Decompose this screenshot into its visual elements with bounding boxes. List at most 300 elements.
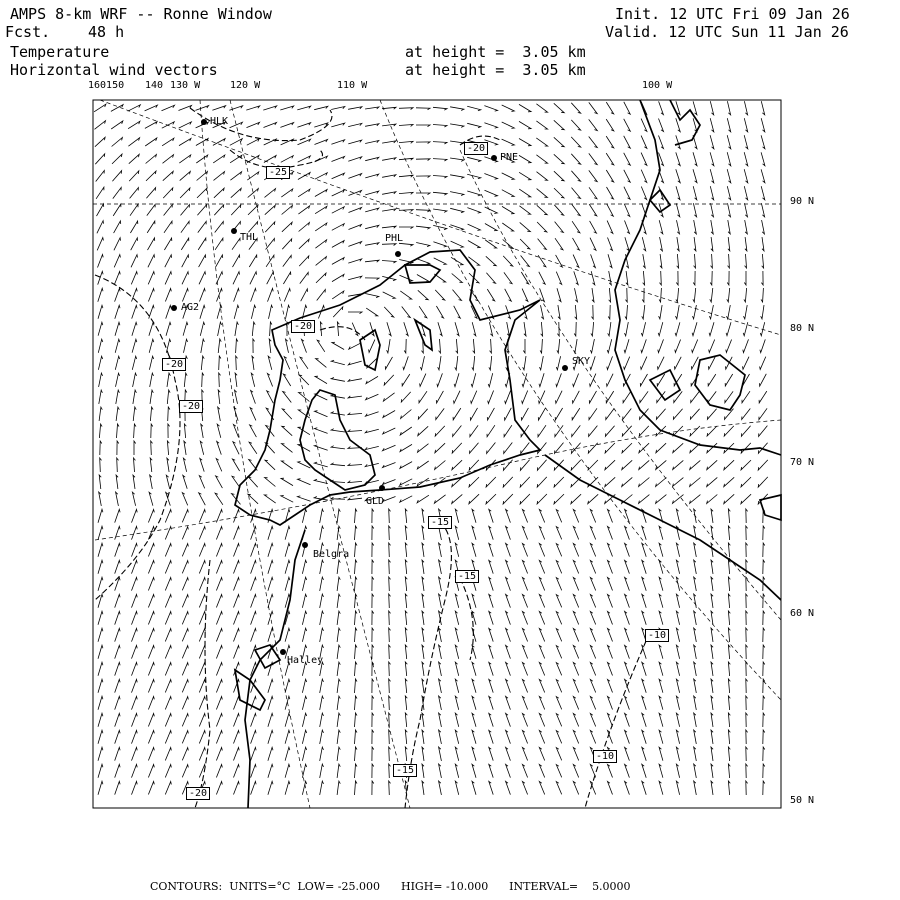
wind-vector [182,510,188,523]
wind-vector [472,764,476,777]
wind-vector [235,373,237,387]
wind-vector [233,425,238,438]
wind-vector [605,426,614,437]
wind-vector [302,543,306,557]
wind-vector [710,271,712,285]
wind-vector [337,577,340,591]
wind-vector [252,356,254,370]
wind-vector [115,662,120,675]
wind-vector [676,305,680,319]
wind-vector [302,696,306,710]
wind-vector [608,322,611,336]
wind-vector [502,190,514,197]
wind-vector [365,225,379,228]
wind-vector [676,645,679,659]
wind-vector [727,169,731,183]
station-belgra-label: Belgra [313,549,350,560]
wind-vector [676,764,679,778]
wind-vector [251,543,257,556]
wind-vector [761,118,765,132]
wind-vector [711,628,713,642]
wind-vector [470,425,478,436]
wind-vector [355,696,358,710]
wind-vector [284,289,290,302]
wind-vector [676,560,679,574]
wind-vector [690,409,699,419]
wind-vector [506,611,511,624]
wind-vector [485,207,498,214]
wind-vector [150,458,152,472]
wind-vector [302,764,306,778]
wind-vector [589,137,598,148]
wind-vector [450,192,464,196]
wind-vector [115,679,120,692]
wind-vector [320,764,324,778]
wind-vector [115,747,120,760]
wind-vector [216,476,223,488]
wind-vector [405,628,407,642]
wind-vector [372,781,374,795]
wind-vector [694,730,697,744]
wind-vector [590,238,596,251]
wind-vector [573,578,578,591]
wind-vector [574,322,576,336]
wind-vector [590,612,595,625]
wind-vector [439,747,442,761]
wind-vector [439,645,442,659]
wind-vector [382,209,396,211]
wind-vector [746,526,748,540]
wind-vector [383,292,396,299]
wind-vector [453,290,462,301]
wind-vector [660,237,663,251]
wind-vector [744,305,748,319]
station-sky-label: SKY [572,356,591,367]
wind-vector [422,747,424,761]
height-temperature: at height = 3.05 km [405,43,586,61]
wind-vector [283,272,290,284]
wind-vector [455,509,458,523]
wind-vector [299,223,310,232]
wind-vector [728,254,730,268]
wind-vector [489,781,493,794]
wind-vector [148,680,154,693]
wind-vector [744,271,746,285]
wind-vector [486,256,496,265]
wind-vector [235,322,239,336]
wind-vector [659,101,664,114]
wind-vector [556,782,561,795]
wind-vector [389,577,391,591]
wind-vector [711,543,713,557]
wind-vector [439,560,442,574]
wind-vector [625,781,630,794]
wind-vector [691,357,698,369]
wind-vector [694,713,697,727]
wind-vector [489,679,493,692]
wind-vector [502,206,514,213]
wind-vector [145,138,157,146]
wind-vector [201,356,204,370]
wind-vector [677,220,680,234]
wind-vector [165,646,171,659]
wind-vector [268,747,273,760]
wind-vector [677,237,679,251]
contour-info-footer: CONTOURS: UNITS=°C LOW= -25.000 HIGH= -10.000 INTERVAL= 5.0000 [150,880,631,893]
wind-vector [484,123,497,128]
wind-vector [182,544,188,557]
wind-vector [676,730,679,744]
station-phl-label: PHL [385,233,404,244]
wind-vector [489,696,493,709]
wind-vector [285,730,290,743]
wind-vector [348,242,361,247]
wind-vector [337,628,340,642]
wind-vector [571,120,580,130]
wind-vector [128,105,141,111]
wind-vector [372,747,374,761]
wind-vector [372,628,374,642]
wind-vector [98,730,103,743]
wind-vector [132,764,138,777]
wind-vector [264,123,277,128]
wind-vector [590,356,595,369]
wind-vector [383,445,396,450]
wind-vector [556,356,560,370]
wind-vector [556,527,561,540]
wind-vector [589,119,598,130]
wind-vector [148,612,154,625]
wind-vector [269,305,273,319]
wind-vector [98,255,104,268]
wind-vector [302,594,306,608]
wind-vector [489,662,493,675]
wind-vector [165,510,171,523]
wind-vector [168,424,170,438]
wind-vector [556,765,561,778]
wind-vector [217,289,223,302]
wind-vector [539,714,544,727]
wind-vector [166,492,171,505]
wind-vector [690,478,701,487]
wind-vector [608,714,613,727]
wind-vector [659,594,663,607]
wind-vector [519,172,531,180]
wind-vector [348,123,362,126]
wind-vector [299,256,309,266]
wind-vector [725,391,733,402]
wind-vector [302,509,306,523]
wind-vector [556,748,561,761]
wind-vector [332,224,344,231]
wind-vector [554,171,564,181]
wind-vector [216,663,222,676]
wind-vector [405,543,407,557]
wind-vector [233,442,239,455]
wind-vector [149,322,154,335]
wind-vector [642,730,646,743]
wind-vector [522,561,527,574]
lon-label: 100 W [642,80,673,91]
wind-vector [372,560,374,574]
map-title: AMPS 8-km WRF -- Ronne Window [10,5,272,23]
wind-vector [166,305,171,318]
wind-vector [455,611,458,625]
wind-vector [248,477,257,487]
wind-vector [98,611,103,624]
wind-vector [707,409,716,420]
wind-vector [355,764,358,778]
wind-vector [450,208,464,213]
contour-label: -10 [593,750,617,763]
wind-vector [298,427,310,435]
wind-vector [231,205,241,215]
wind-vector [145,122,157,129]
wind-vector [337,611,340,625]
wind-vector [522,289,528,302]
wind-vector [455,543,458,557]
wind-vector [365,107,379,109]
wind-vector [265,189,276,198]
wind-vector [746,543,748,557]
wind-vector [540,356,544,370]
wind-vector [268,611,273,624]
wind-vector [416,125,430,127]
wind-vector [182,697,188,710]
wind-vector [454,373,459,386]
wind-vector [433,159,447,161]
wind-vector [115,288,121,301]
wind-vector [590,595,595,608]
wind-vector [435,426,445,436]
wind-vector [416,176,430,178]
wind-vector [383,480,396,485]
wind-vector [710,152,714,165]
wind-vector [199,663,205,676]
wind-vector [642,237,645,251]
wind-vector [489,356,492,370]
wind-vector [472,679,476,692]
wind-vector [486,477,496,487]
wind-vector [710,186,713,200]
wind-vector [250,425,257,437]
station-halley-label: Halley [287,655,324,666]
wind-vector [216,272,223,285]
wind-vector [285,781,290,794]
wind-vector [422,577,424,591]
wind-vector [183,458,186,472]
wind-vector [472,356,475,370]
contour-label: -25 [266,166,290,179]
wind-vector [165,765,171,778]
wind-vector [98,288,103,301]
wind-vector [422,543,424,557]
wind-vector [165,629,171,642]
wind-vector [537,189,548,198]
wind-vector [763,560,765,574]
wind-vector [285,747,290,760]
wind-vector [418,444,429,453]
wind-vectors [94,101,768,795]
wind-vector [589,204,597,216]
wind-vector [281,189,292,197]
wind-vector [763,645,765,659]
wind-vector [658,339,664,352]
wind-vector [215,222,224,233]
wind-vector [98,662,103,675]
wind-vector [606,391,614,403]
wind-vector [405,526,407,540]
wind-vector [302,611,306,625]
wind-vector [251,577,257,590]
wind-vector [216,544,222,557]
wind-vector [608,612,613,625]
contour-label: -15 [428,516,452,529]
wind-vector [555,238,563,250]
wind-vector [626,271,628,285]
wind-vector [455,781,458,795]
wind-vector [455,645,458,659]
wind-vector [252,322,255,336]
wind-vector [167,373,170,387]
wind-vector [182,748,188,761]
wind-vector [642,764,646,777]
wind-vector [504,272,512,283]
wind-vector [232,238,240,249]
wind-vector [536,155,547,163]
wind-vector [400,496,412,502]
wind-vector [589,102,597,113]
wind-vector [320,679,324,693]
wind-vector [234,305,239,319]
wind-vector [132,492,135,506]
wind-vector [659,577,663,590]
wind-vector [741,460,751,470]
wind-vector [115,730,120,743]
wind-vector [434,495,445,503]
wind-vector [264,495,275,503]
wind-vector [365,278,379,280]
wind-vector [711,730,713,744]
wind-vector [707,460,717,469]
wind-vector [314,445,327,450]
wind-vector [589,153,597,164]
wind-vector [744,169,748,183]
wind-vector [332,342,344,349]
wind-vector [606,102,613,114]
wind-vector [405,611,407,625]
wind-vector [659,611,663,624]
wind-vector [348,276,362,280]
wind-vector [331,463,345,466]
wind-vector [711,611,713,625]
wind-vector [216,612,222,625]
wind-vector [761,101,764,115]
wind-vector [148,714,154,727]
wind-vector [337,747,340,761]
valid-time: Valid. 12 UTC Sun 11 Jan 26 [605,23,849,41]
wind-vector [741,477,751,487]
wind-vector [503,460,512,471]
wind-vector [486,494,496,504]
wind-vector [506,628,511,641]
wind-vector [676,169,680,182]
wind-vector [251,747,257,760]
wind-vector [422,662,424,676]
wind-vector [727,101,730,115]
wind-vector [433,225,447,229]
wind-vector [608,510,613,523]
wind-vector [285,679,290,692]
wind-vector [450,124,464,128]
wind-vector [199,731,205,744]
wind-vector [642,645,646,658]
wind-vector [572,204,580,215]
lon-label: 120 W [230,80,261,91]
wind-vector [746,594,748,608]
coastline [235,100,781,808]
wind-vector [556,561,561,574]
wind-vector [234,510,240,523]
wind-vector [487,408,494,420]
wind-vector [472,594,476,607]
wind-vector [400,427,412,435]
wind-vector [405,730,407,744]
wind-vector [741,426,750,437]
wind-vector [489,322,492,336]
wind-vector [400,444,412,451]
wind-vector [693,169,697,182]
wind-vector [196,122,209,128]
wind-vector [439,713,442,727]
wind-vector [746,764,748,778]
wind-vector [348,498,362,500]
wind-vector [537,477,547,487]
wind-vector [148,561,154,574]
wind-vector [606,170,613,182]
wind-vector [642,662,646,675]
wind-vector [198,221,206,232]
wind-vector [486,273,495,284]
wind-vector [489,645,493,658]
wind-vector [365,412,378,416]
wind-vector [337,696,340,710]
wind-vector [149,305,154,318]
wind-vector [183,322,188,335]
wind-vector [389,713,391,727]
wind-vector [506,747,511,760]
wind-vector [590,731,595,744]
wind-vector [433,107,447,110]
wind-vector [728,594,730,608]
wind-vector [556,391,563,404]
wind-vector [656,443,666,453]
wind-vector [246,106,259,110]
wind-vector [387,322,391,335]
wind-vector [642,560,646,573]
wind-vector [389,645,391,659]
wind-vector [659,136,664,149]
wind-vector [285,713,290,726]
wind-vector [488,373,493,387]
wind-vector [301,289,308,301]
wind-vector [606,153,614,165]
wind-vector [355,679,358,693]
wind-vector [710,118,714,132]
wind-vector [382,124,396,126]
wind-vector [234,782,240,795]
wind-vector [332,157,345,162]
